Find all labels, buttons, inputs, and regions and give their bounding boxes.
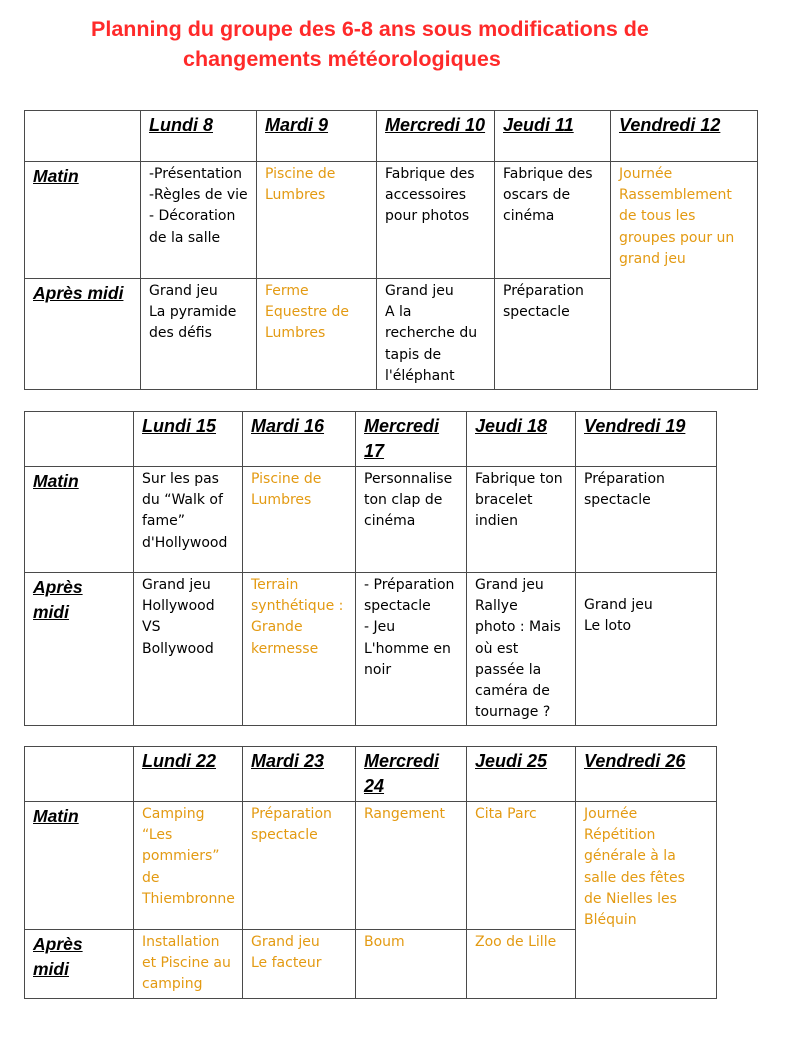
activity-cell-full-day: Journée Rassemblement de tous les groupes pour un grand jeu bbox=[611, 162, 758, 390]
activity-cell: Grand jeu Rallye photo : Mais où est passée la caméra de tournage ? bbox=[467, 573, 576, 726]
activity-cell: Ferme Equestre de Lumbres bbox=[257, 279, 377, 390]
row-label-morning: Matin bbox=[25, 162, 141, 279]
activity-cell: Personnalise ton clap de cinéma bbox=[356, 467, 467, 573]
row-label-morning: Matin bbox=[25, 467, 134, 573]
activity-cell: Grand jeu La pyramide des défis bbox=[141, 279, 257, 390]
activity-cell: Grand jeu A la recherche du tapis de l'éléphant bbox=[377, 279, 495, 390]
day-header: Vendredi 26 bbox=[576, 747, 717, 802]
corner-cell bbox=[25, 111, 141, 162]
week-1-table bbox=[24, 110, 758, 390]
activity-cell: -Présentation -Règles de vie - Décoration de la salle bbox=[141, 162, 257, 279]
activity-cell: Zoo de Lille bbox=[467, 930, 576, 999]
activity-cell: Fabrique ton bracelet indien bbox=[467, 467, 576, 573]
day-header: Mardi 16 bbox=[243, 412, 356, 467]
day-header: Vendredi 12 bbox=[611, 111, 758, 162]
activity-cell: - Préparation spectacle - Jeu L'homme en noir bbox=[356, 573, 467, 726]
day-header: Mardi 23 bbox=[243, 747, 356, 802]
day-header: Jeudi 25 bbox=[467, 747, 576, 802]
day-header: Lundi 15 bbox=[134, 412, 243, 467]
title-line-2: changements météorologiques bbox=[183, 47, 501, 71]
activity-cell: Piscine de Lumbres bbox=[257, 162, 377, 279]
day-header: Jeudi 11 bbox=[495, 111, 611, 162]
row-label-afternoon: Après midi bbox=[25, 573, 134, 726]
day-header: Mercredi 17 bbox=[356, 412, 467, 467]
activity-cell: Rangement bbox=[356, 802, 467, 930]
activity-cell-full-day: Journée Répétition générale à la salle des fêtes de Nielles les Bléquin bbox=[576, 802, 717, 999]
day-header: Vendredi 19 bbox=[576, 412, 717, 467]
row-label-afternoon: Après midi bbox=[25, 279, 141, 390]
day-header: Mardi 9 bbox=[257, 111, 377, 162]
activity-cell: Préparation spectacle bbox=[243, 802, 356, 930]
activity-cell: Piscine de Lumbres bbox=[243, 467, 356, 573]
row-label-afternoon: Après midi bbox=[25, 930, 134, 999]
activity-cell: Grand jeu Le facteur bbox=[243, 930, 356, 999]
day-header: Jeudi 18 bbox=[467, 412, 576, 467]
activity-cell: Terrain synthétique : Grande kermesse bbox=[243, 573, 356, 726]
day-header: Lundi 8 bbox=[141, 111, 257, 162]
day-header: Mercredi 24 bbox=[356, 747, 467, 802]
activity-cell: Sur les pas du “Walk of fame” d'Hollywood bbox=[134, 467, 243, 573]
activity-cell: Grand jeu Le loto bbox=[576, 573, 717, 726]
week-2-table bbox=[24, 411, 717, 726]
activity-cell: Camping “Les pommiers” de Thiembronne bbox=[134, 802, 243, 930]
activity-cell: Fabrique des oscars de cinéma bbox=[495, 162, 611, 279]
activity-cell: Grand jeu Hollywood VS Bollywood bbox=[134, 573, 243, 726]
activity-cell: Préparation spectacle bbox=[576, 467, 717, 573]
day-header: Mercredi 10 bbox=[377, 111, 495, 162]
title-line-1: Planning du groupe des 6-8 ans sous modifications de bbox=[91, 17, 649, 41]
day-header: Lundi 22 bbox=[134, 747, 243, 802]
activity-cell: Cita Parc bbox=[467, 802, 576, 930]
activity-cell: Installation et Piscine au camping bbox=[134, 930, 243, 999]
activity-cell: Fabrique des accessoires pour photos bbox=[377, 162, 495, 279]
activity-cell: Préparation spectacle bbox=[495, 279, 611, 390]
row-label-morning: Matin bbox=[25, 802, 134, 930]
corner-cell bbox=[25, 412, 134, 467]
week-3-table bbox=[24, 746, 717, 999]
corner-cell bbox=[25, 747, 134, 802]
activity-cell: Boum bbox=[356, 930, 467, 999]
